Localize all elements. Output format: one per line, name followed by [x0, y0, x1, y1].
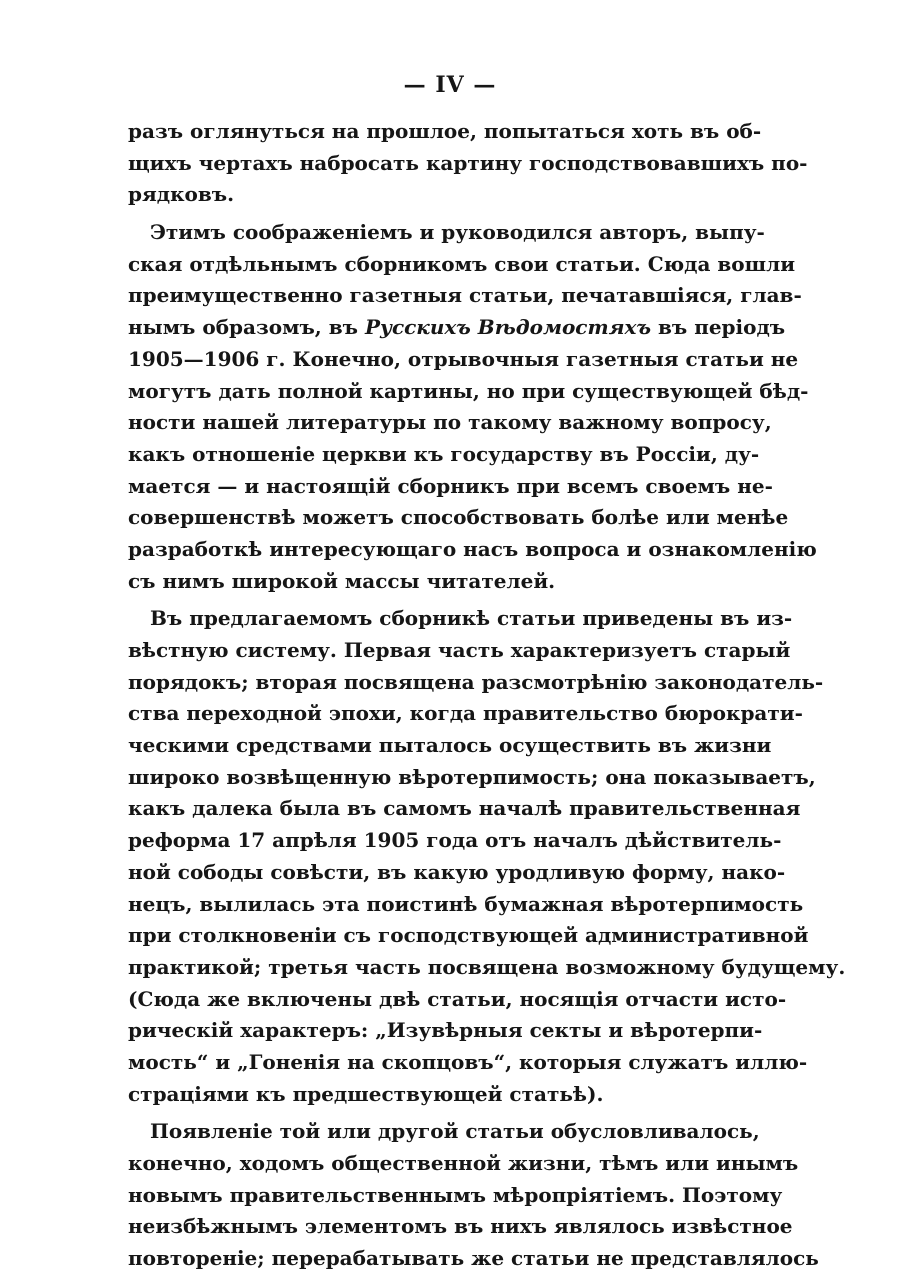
text-line: ческими средствами пыталось осуществить въ жизни — [128, 733, 772, 758]
text-line: практикой; третья часть посвящена возможному будущему. — [128, 954, 846, 979]
body-text — [128, 116, 846, 1275]
text-line: ной сободы совѣсти, въ какую уродливую форму, нако- — [128, 859, 786, 884]
text-line: совершенствѣ можетъ способствовать болѣе или менѣе — [128, 505, 789, 530]
text-line: 1905—1906 г. Конечно, отрывочныя газетныя статьи не — [128, 346, 799, 371]
text-line: Этимъ соображенiемъ и руководился авторъ, выпу- — [150, 220, 765, 245]
paragraph-1 — [128, 116, 808, 211]
text-line: какъ далека была въ самомъ началѣ правительственная — [128, 796, 801, 821]
text-line: рядковъ. — [128, 182, 235, 207]
text-line: вѣстную систему. Первая часть характеризуетъ старый — [128, 638, 791, 662]
text-line: ности нашей литературы по такому важному вопросу, — [128, 410, 772, 435]
text-line: Въ предлагаемомъ сборникѣ статьи приведены въ из- — [150, 606, 793, 631]
text-line: преимущественно газетныя статьи, печатавшiяся, глав- — [128, 283, 802, 308]
page-number: — IV — — [403, 72, 497, 98]
text-line: порядокъ; вторая посвящена разсмотрѣнiю законодатель- — [128, 669, 824, 694]
text-line: разъ оглянуться на прошлое, попытаться хоть въ об- — [128, 119, 762, 143]
text-line: реформа 17 апрѣля 1905 года отъ началъ дѣйствитель- — [128, 828, 782, 853]
text-line: нецъ, вылилась эта поистинѣ бумажная вѣротерпимость — [128, 891, 804, 916]
text-line: мается — и настоящiй сборникъ при всемъ своемъ не- — [128, 473, 773, 498]
text-line: какъ отношенiе церкви къ государству въ Россiи, ду- — [128, 441, 760, 466]
text-line: конечно, ходомъ общественной жизни, тѣмъ или инымъ — [128, 1151, 799, 1175]
text-line: могутъ дать полной картины, но при существующей бѣд- — [128, 378, 809, 403]
text-line: ская отдѣльнымъ сборникомъ свои статьи. Сюда вошли — [128, 251, 796, 276]
paragraph-4 — [128, 1116, 819, 1274]
text-line: рическiй характеръ: „Изувѣрныя секты и вѣротерпи- — [128, 1018, 763, 1043]
text-line: неизбѣжнымъ элементомъ въ нихъ являлось извѣстное — [128, 1214, 793, 1239]
text-line: (Сюда же включены двѣ статьи, носящiя отчасти исто- — [128, 986, 787, 1011]
text-line: ства переходной эпохи, когда правительство бюрократи- — [128, 701, 803, 726]
text-line: щихъ чертахъ набросать картину господствовавшихъ по- — [128, 150, 808, 175]
paragraph-3 — [128, 603, 846, 1110]
text-line: мость“ и „Гоненiя на скопцовъ“, которыя служатъ иллю- — [128, 1049, 808, 1074]
newspaper-title: Русскихъ Вѣдомостяхъ — [364, 315, 652, 340]
text-line: разработкѣ интересующаго насъ вопроса и ознакомленiю — [128, 536, 817, 561]
text-line: Появленiе той или другой статьи обусловливалось, — [150, 1119, 760, 1144]
text-line: широко возвѣщенную вѣротерпимость; она показываетъ, — [128, 764, 816, 789]
text-line: новымъ правительственнымъ мѣропрiятiемъ. Поэтому — [128, 1182, 783, 1207]
text-line-with-italic-title: нымъ образомъ, въ Русскихъ Вѣдомостяхъ въ перiодъ — [128, 315, 786, 340]
paragraph-2 — [128, 217, 817, 597]
text-line: страцiями къ предшествующей статьѣ). — [128, 1081, 604, 1106]
text-line: повторенiе; перерабатывать же статьи не представлялось — [128, 1246, 819, 1271]
text-line: съ нимъ широкой массы читателей. — [128, 568, 556, 593]
text-line: при столкновенiи съ господствующей административной — [128, 923, 809, 948]
